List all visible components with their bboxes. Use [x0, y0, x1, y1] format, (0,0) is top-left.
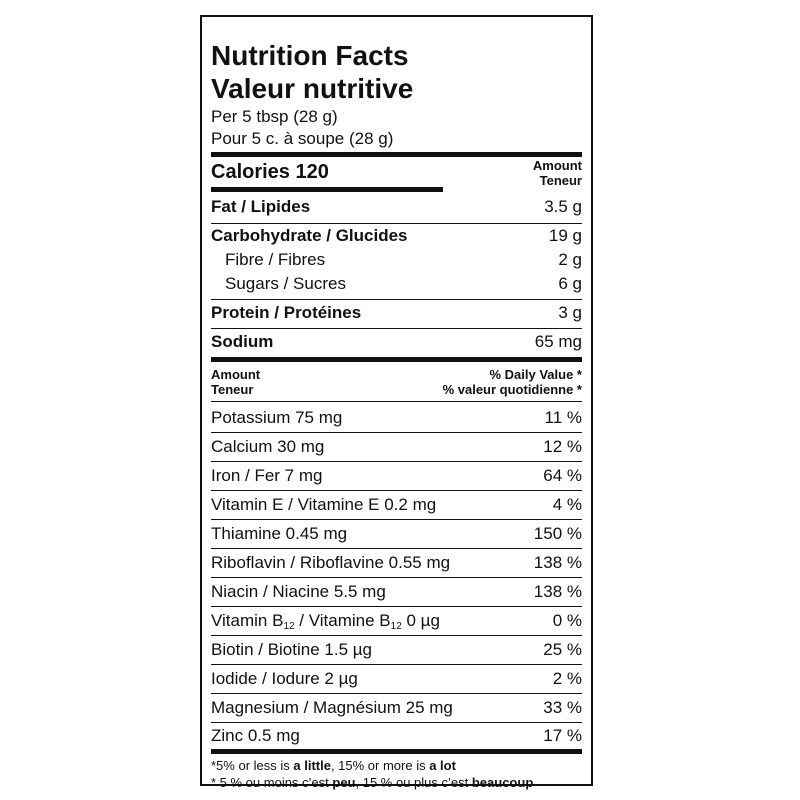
micro-percent: 0 %	[552, 611, 582, 630]
micro-row-niacin	[211, 580, 582, 604]
divider	[211, 299, 582, 300]
footnote-english: *5% or less is a little, 15% or more is a lot	[211, 758, 456, 773]
nutrient-row-sugars	[211, 272, 582, 296]
micro-label: Iodide / Iodure 2 µg	[211, 669, 358, 688]
divider	[211, 490, 582, 491]
micro-row-calcium	[211, 435, 582, 459]
micro-percent: 2 %	[552, 669, 582, 688]
divider	[211, 432, 582, 433]
micro-percent: 33 %	[543, 698, 582, 717]
title-english: Nutrition Facts	[211, 40, 409, 71]
calories-rule	[211, 187, 443, 192]
nutrient-row-protein	[211, 301, 582, 325]
amount-header	[533, 158, 582, 188]
thick-rule	[211, 152, 582, 157]
amount-header-fr: Teneur	[539, 173, 582, 188]
divider	[211, 577, 582, 578]
calories: Calories 120	[211, 161, 329, 183]
dv-amount-en: Amount	[211, 367, 261, 382]
nutrient-label: Fat / Lipides	[211, 197, 311, 216]
micro-row-potassium	[211, 406, 582, 430]
nutrient-value: 2 g	[558, 250, 582, 269]
micro-percent: 4 %	[552, 495, 582, 514]
micro-label: Iron / Fer 7 mg	[211, 466, 323, 485]
divider	[211, 664, 582, 665]
micro-percent: 17 %	[543, 726, 582, 745]
micro-row-magnesium	[211, 696, 582, 720]
micro-label: Zinc 0.5 mg	[211, 726, 300, 745]
footnote-french: * 5 % ou moins c’est peu, 15 % ou plus c’est beaucoup	[211, 775, 534, 790]
micro-label: Magnesium / Magnésium 25 mg	[211, 698, 453, 717]
micro-row-iron	[211, 464, 582, 488]
daily-value-header	[443, 367, 582, 397]
micro-label: Vitamin $B_{12}$ / Vitamine $B_{12}$ 0 µg	[211, 611, 440, 632]
divider	[211, 722, 582, 723]
micro-label: Biotin / Biotine 1.5 µg	[211, 640, 373, 659]
divider	[211, 461, 582, 462]
micro-label: Potassium 75 mg	[211, 408, 343, 427]
micro-label: Calcium 30 mg	[211, 437, 325, 456]
serving-size-french: Pour 5 c. à soupe (28 g)	[211, 129, 394, 148]
nutrient-label: Protein / Protéines	[211, 303, 362, 322]
nutrient-row-carbohydrate	[211, 224, 582, 248]
nutrition-facts-label	[200, 15, 593, 790]
nutrient-row-fat	[211, 195, 582, 219]
serving-size-english: Per 5 tbsp (28 g)	[211, 107, 338, 126]
micro-label: Niacin / Niacine 5.5 mg	[211, 582, 386, 601]
micro-percent: 12 %	[543, 437, 582, 456]
dv-amount-fr: Teneur	[211, 382, 254, 397]
nutrient-value: 3 g	[558, 303, 582, 322]
micro-percent: 138 %	[533, 553, 582, 572]
thick-rule	[211, 357, 582, 362]
divider	[211, 519, 582, 520]
micro-label: Riboflavin / Riboflavine 0.55 mg	[211, 553, 451, 572]
nutrient-label: Fibre / Fibres	[225, 250, 326, 269]
micro-percent: 25 %	[543, 640, 582, 659]
nutrient-row-fibre	[211, 248, 582, 272]
micro-row-riboflavin	[211, 551, 582, 575]
micro-label: Vitamin E / Vitamine E 0.2 mg	[211, 495, 437, 514]
divider	[211, 635, 582, 636]
micro-row-iodide	[211, 667, 582, 691]
nutrient-value: 6 g	[558, 274, 582, 293]
micro-percent: 11 %	[544, 408, 582, 427]
nutrient-value: 65 mg	[534, 332, 582, 351]
dv-amount-header	[211, 367, 260, 397]
dv-header-en: % Daily Value *	[489, 367, 582, 382]
divider	[211, 328, 582, 329]
divider	[211, 548, 582, 549]
micro-row-vitamin-b12	[211, 609, 582, 633]
micro-label: Thiamine 0.45 mg	[211, 524, 348, 543]
divider	[211, 401, 582, 402]
nutrient-label: Carbohydrate / Glucides	[211, 226, 408, 245]
nutrient-row-sodium	[211, 330, 582, 354]
amount-header-en: Amount	[532, 158, 582, 173]
thick-rule	[211, 749, 582, 754]
micro-row-vitamin-e	[211, 493, 582, 517]
dv-header-fr: % valeur quotidienne *	[442, 382, 582, 397]
micro-row-zinc	[211, 724, 582, 748]
micro-percent: 64 %	[543, 466, 582, 485]
micro-percent: 138 %	[533, 582, 582, 601]
nutrient-value: 19 g	[548, 226, 582, 245]
nutrient-value: 3.5 g	[544, 197, 582, 216]
title-french: Valeur nutritive	[211, 73, 414, 104]
nutrient-label: Sodium	[211, 332, 274, 351]
micro-percent: 150 %	[533, 524, 582, 543]
micro-row-thiamine	[211, 522, 582, 546]
divider	[211, 693, 582, 694]
nutrient-label: Sugars / Sucres	[225, 274, 346, 293]
divider	[211, 606, 582, 607]
micro-row-biotin	[211, 638, 582, 662]
